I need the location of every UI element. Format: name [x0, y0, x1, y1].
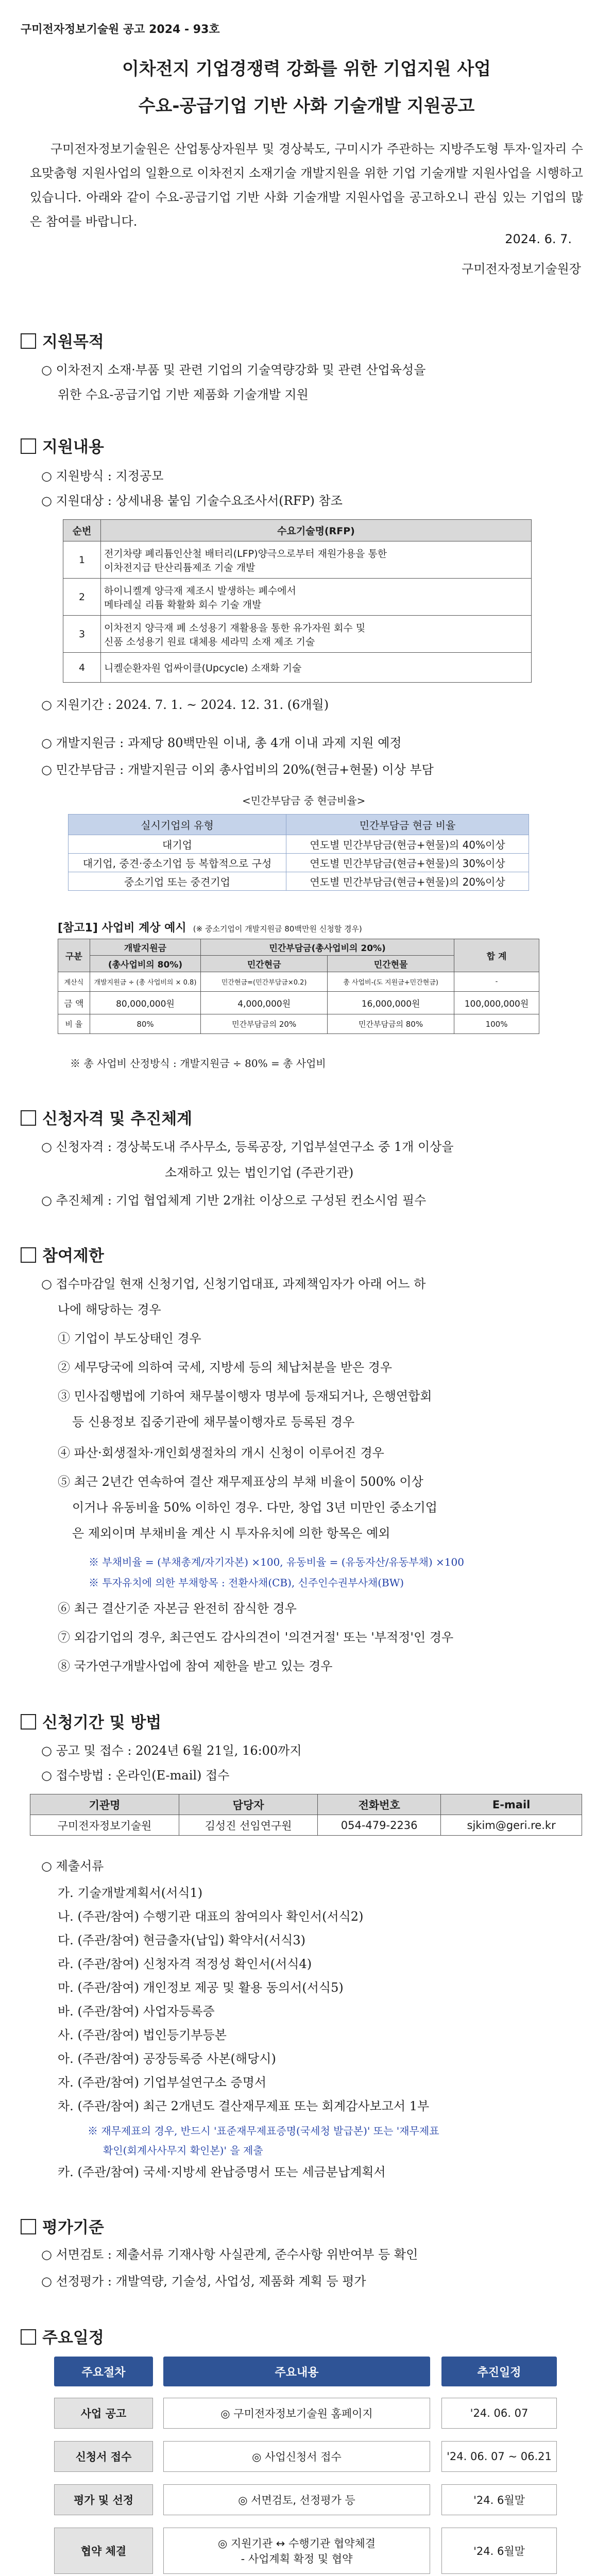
evaluation-line-2: ○ 선정평가 : 개발역량, 기술성, 사업성, 제품화 계획 등 평가	[41, 2274, 366, 2289]
doc-item: 나. (주관/참여) 수행기관 대표의 참여의사 확인서(서식2)	[58, 1909, 364, 1924]
section-content-heading: 지원내용	[21, 434, 104, 457]
restriction-item: ② 세무당국에 의하여 국세, 지방세 등의 체납처분을 받은 경우	[58, 1360, 393, 1375]
doc-item: 카. (주관/참여) 국세·지방세 완납증명서 또는 세금분납계획서	[58, 2165, 386, 2179]
section-evaluation-heading: 평가기준	[21, 2214, 104, 2238]
intro-paragraph	[30, 137, 583, 234]
restriction-item-cont: 이거나 유동비율 50% 이하인 경우. 다만, 창업 3년 미만인 중소기업	[72, 1500, 437, 1515]
schedule-header-content: 주요내용	[163, 2357, 430, 2386]
schedule-row: 사업 공고 ◎ 구미전자정보기술원 홈페이지 '24. 06. 07	[54, 2398, 556, 2428]
purpose-text-2: 위한 수요-공급기업 기반 제품화 기술개발 지원	[58, 387, 309, 402]
application-period: ○ 공고 및 접수 : 2024년 6월 21일, 16:00까지	[41, 1743, 302, 1758]
table-row: 비 율 80% 민간부담금의 20% 민간부담금의 80% 100%	[58, 1014, 539, 1034]
restriction-item: ⑥ 최근 결산기준 자본금 완전히 잠식한 경우	[58, 1601, 297, 1616]
restriction-item: ① 기업이 부도상태인 경우	[58, 1331, 201, 1346]
notice-number: 구미전자정보기술원 공고 2024 - 93호	[21, 23, 220, 36]
table-row: 금 액 80,000,000원 4,000,000원 16,000,000원 100,000,000원	[58, 992, 539, 1014]
checkbox-icon	[21, 1110, 36, 1126]
support-period: ○ 지원기간 : 2024. 7. 1. ~ 2024. 12. 31. (6개월)	[41, 698, 329, 712]
table-row: 대기업 연도별 민간부담금(현금+현물)의 40%이상	[69, 835, 529, 854]
private-burden: ○ 민간부담금 : 개발지원금 이외 총사업비의 20%(현금+현물) 이상 부담	[41, 762, 434, 777]
section-eligibility-heading: 신청자격 및 추진체계	[21, 1106, 192, 1129]
table-row: 계산식 개발지원금 ÷ (총 사업비의 × 0.8) 민간현금=(민간부담금×0.2) 총 사업비-(도 지원금+민간현금) -	[58, 972, 539, 992]
restriction-item-cont: 은 제외이며 부채비율 계산 시 투자유치에 의한 항목은 예외	[72, 1526, 390, 1540]
restriction-item: ④ 파산·회생절차·개인회생절차의 개시 신청이 이루어진 경우	[58, 1446, 384, 1460]
table-row: 중소기업 또는 중견기업 연도별 민간부담금(현금+현물)의 20%이상	[69, 872, 529, 891]
docs-note-1: ※ 재무제표의 경우, 반드시 '표준재무제표증명(국세청 발급본)' 또는 '재무제표	[88, 2125, 439, 2137]
schedule-row: 신청서 접수 ◎ 사업신청서 접수 '24. 06. 07 ~ 06.21	[54, 2441, 556, 2471]
support-method: ○ 지원방식 : 지정공모	[41, 469, 164, 483]
eligibility-line-1: ○ 신청자격 : 경상북도내 주사무소, 등록공장, 기업부설연구소 중 1개 이상을	[41, 1140, 454, 1154]
burden-header-ratio: 민간부담금 현금 비율	[286, 815, 529, 835]
burden-ratio-table	[68, 814, 529, 891]
ref-col-gov-sub: (총사업비의 80%)	[90, 956, 201, 972]
ref-col-div: 구분	[58, 939, 90, 972]
restriction-item: ⑤ 최근 2년간 연속하여 결산 재무제표상의 부채 비율이 500% 이상	[58, 1475, 423, 1489]
doc-item: 아. (주관/참여) 공장등록증 사본(해당시)	[58, 2052, 276, 2066]
table-row: 3 이차전지 양극재 폐 소성용기 재활용을 통한 유가자원 회수 및 신품 소성용기 원료 대체용 세라믹 소재 제조 기술	[63, 616, 532, 653]
checkbox-icon	[21, 1714, 36, 1730]
evaluation-line-1: ○ 서면검토 : 제출서류 기재사항 사실관계, 준수사항 위반여부 등 확인	[41, 2247, 418, 2262]
burden-header-type: 실시기업의 유형	[69, 815, 286, 835]
section-purpose-heading: 지원목적	[21, 329, 104, 352]
investment-note: ※ 투자유치에 의한 부채항목 : 전환사채(CB), 신주인수권부사채(BW)	[89, 1577, 404, 1589]
schedule-row: 협약 체결 ◎ 지원기관 ↔ 수행기관 협약체결 - 사업계획 확정 및 협약 '24. 6월말	[54, 2528, 556, 2573]
restriction-item: ⑦ 외감기업의 경우, 최근연도 감사의견이 '의견거절' 또는 '부적정'인 경우	[58, 1630, 454, 1645]
rfp-header-name: 수요기술명(RFP)	[101, 520, 532, 541]
checkbox-icon	[21, 438, 36, 454]
contact-email[interactable]: sjkim@geri.re.kr	[441, 1815, 582, 1836]
eligibility-line-3: ○ 추진체계 : 기업 협업체계 기반 2개社 이상으로 구성된 컨소시엄 필수	[41, 1193, 427, 1208]
doc-item: 다. (주관/참여) 현금출자(납입) 확약서(서식3)	[58, 1933, 305, 1947]
doc-item: 바. (주관/참여) 사업자등록증	[58, 2004, 215, 2019]
docs-lead: ○ 제출서류	[41, 1859, 104, 1873]
reference-footnote: ※ 총 사업비 산정방식 : 개발지원금 ÷ 80% = 총 사업비	[70, 1057, 326, 1070]
ref-col-cash: 민간현금	[201, 956, 328, 972]
doc-item: 라. (주관/참여) 신청자격 적정성 확인서(서식4)	[58, 1957, 312, 1971]
eligibility-line-2: 소재하고 있는 법인기업 (주관기관)	[165, 1165, 354, 1180]
ref-col-total: 합 계	[454, 939, 539, 972]
section-application-heading: 신청기간 및 방법	[21, 1709, 161, 1733]
intro-text: 구미전자정보기술원은 산업통상자원부 및 경상북도, 구미시가 주관하는 지방주도형 투자·일자리 수요맞춤형 지원사업의 일환으로 이차전지 소재기술 개발지원을 위한 기업 기술개발 지원사업을 시행하고 있습니다. 아래와 같이 수요-공급기업 기반 사화 기술개발 지원사업을 공고하오니 관심 있는 기업의 많은 참여를 바랍니다.	[30, 142, 583, 229]
table-row: 4 니켈순환자원 업싸이클(Upcycle) 소재화 기술	[63, 653, 532, 683]
restriction-item: ③ 민사집행법에 기하여 채무불이행자 명부에 등재되거나, 은행연합회	[58, 1389, 432, 1403]
doc-item: 차. (주관/참여) 최근 2개년도 결산재무제표 또는 회계감사보고서 1부	[58, 2099, 430, 2113]
burden-caption: <민간부담금 중 현금비율>	[242, 794, 366, 807]
purpose-text-1: ○ 이차전지 소재·부품 및 관련 기업의 기술역량강화 및 관련 산업육성을	[41, 363, 426, 377]
table-row: 1 전기차량 폐리튬인산철 배터리(LFP)양극으로부터 재원가용을 통한 이차전지급 탄산리튬제조 기술 개발	[63, 541, 532, 579]
schedule-row: 평가 및 선정 ◎ 서면검토, 선정평가 등 '24. 6월말	[54, 2484, 556, 2514]
table-row: 대기업, 중견·중소기업 등 복합적으로 구성 연도별 민간부담금(현금+현물)의 30%이상	[69, 854, 529, 872]
schedule-header-step: 주요절차	[54, 2357, 153, 2386]
doc-item: 사. (주관/참여) 법인등기부등본	[58, 2028, 227, 2042]
support-target: ○ 지원대상 : 상세내용 붙임 기술수요조사서(RFP) 참조	[41, 494, 343, 508]
reference-title: [참고1] 사업비 계상 예시	[58, 922, 186, 935]
checkbox-icon	[21, 1247, 36, 1263]
contact-table: 기관명 담당자 전화번호 E-mail 구미전자정보기술원 김성진 선임연구원 054-479-2236 sjkim@geri.re.kr	[30, 1794, 582, 1836]
restriction-lead-2: 나에 해당하는 경우	[58, 1302, 161, 1317]
title-line-2: 수요-공급기업 기반 사화 기술개발 지원공고	[138, 96, 475, 116]
rfp-table	[63, 519, 532, 683]
title-line-1: 이차전지 기업경쟁력 강화를 위한 기업지원 사업	[122, 59, 491, 79]
doc-item: 가. 기술개발계획서(서식1)	[58, 1886, 203, 1900]
budget-example-table	[58, 939, 539, 1034]
restriction-lead-1: ○ 접수마감일 현재 신청기업, 신청기업대표, 과제책임자가 아래 어느 하	[41, 1277, 426, 1291]
reference-title-row	[58, 919, 362, 935]
doc-item: 마. (주관/참여) 개인정보 제공 및 활용 동의서(서식5)	[58, 1980, 344, 1995]
reference-note: (※ 중소기업이 개발지원금 80백만원 신청할 경우)	[193, 924, 362, 934]
section-schedule-heading: 주요일정	[21, 2325, 104, 2348]
restriction-item-cont: 등 신용정보 집중기관에 채무불이행자로 등록된 경우	[72, 1415, 355, 1429]
table-row: 구미전자정보기술원 김성진 선임연구원 054-479-2236 sjkim@geri.re.kr	[30, 1815, 582, 1836]
schedule-header-date: 추진일정	[441, 2357, 557, 2386]
docs-note-2: 확인(회계사사무지 확인본)' 을 제출	[103, 2144, 263, 2157]
section-restriction-heading: 참여제한	[21, 1243, 104, 1266]
doc-item: 자. (주관/참여) 기업부설연구소 증명서	[58, 2075, 267, 2090]
ratio-note: ※ 부채비율 = (부채총계/자기자본) ×100, 유동비율 = (유동자산/유동부채) ×100	[89, 1556, 464, 1568]
table-row: 2 하이니켈계 양극재 제조시 발생하는 폐수에서 메타레실 리튬 확활화 회수 기술 개발	[63, 579, 532, 616]
issuer-name: 구미전자정보기술원장	[462, 262, 581, 276]
rfp-header-no: 순번	[63, 520, 101, 541]
ref-col-gov: 개발지원금	[90, 939, 201, 956]
application-method: ○ 접수방법 : 온라인(E-mail) 접수	[41, 1768, 230, 1783]
checkbox-icon	[21, 2219, 36, 2234]
ref-col-private: 민간부담금(총사업비의 20%)	[201, 939, 454, 956]
checkbox-icon	[21, 333, 36, 349]
ref-col-inkind: 민간현물	[328, 956, 454, 972]
support-amount: ○ 개발지원금 : 과제당 80백만원 이내, 총 4개 이내 과제 지원 예정	[41, 736, 402, 750]
checkbox-icon	[21, 2329, 36, 2345]
restriction-item: ⑧ 국가연구개발사업에 참여 제한을 받고 있는 경우	[58, 1659, 333, 1673]
notice-date: 2024. 6. 7.	[505, 232, 572, 246]
